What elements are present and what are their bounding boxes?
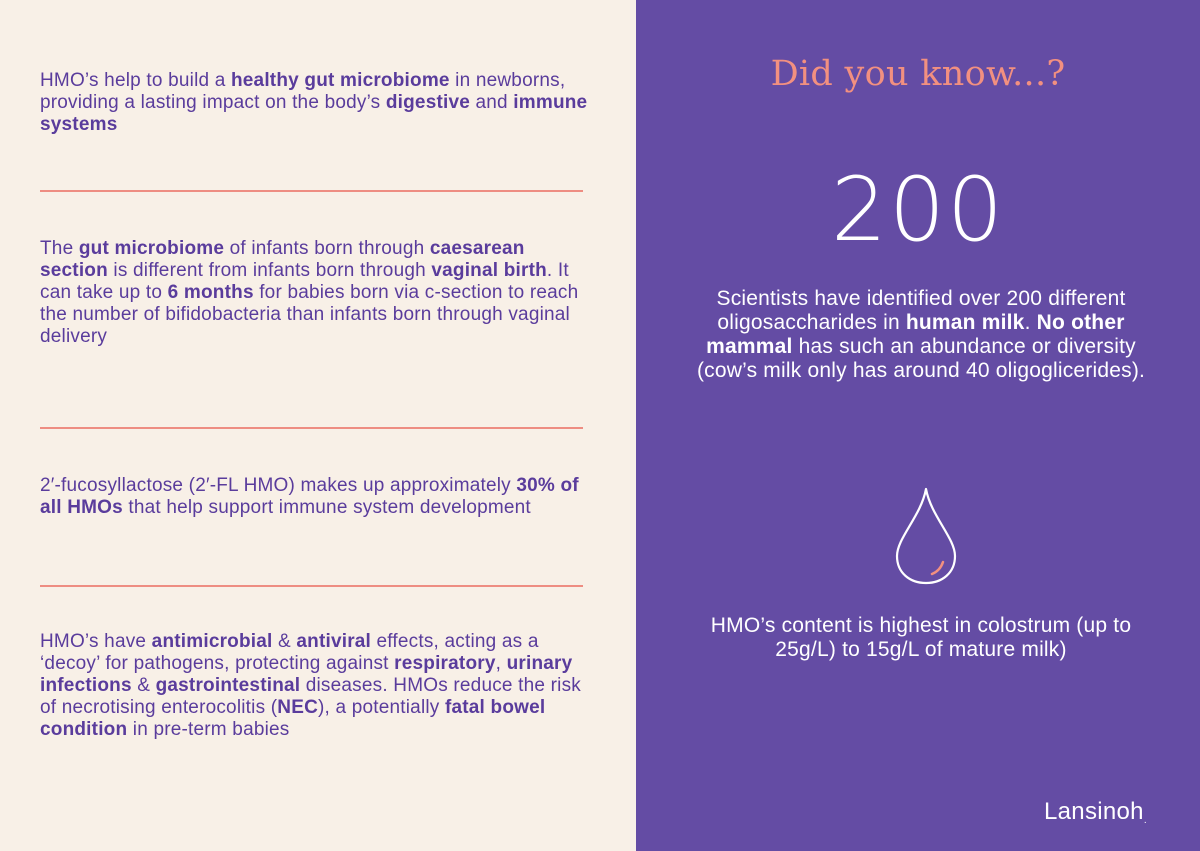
body-text: ), a potentially bbox=[318, 697, 445, 718]
body-text: . It can take up to bbox=[40, 260, 569, 303]
body-text: & bbox=[272, 631, 297, 652]
emphasis-text: caesarean section bbox=[40, 238, 525, 281]
divider bbox=[40, 190, 583, 192]
emphasis-text: immune systems bbox=[40, 92, 588, 135]
body-text: HMO’s have bbox=[40, 631, 152, 652]
emphasis-text: digestive bbox=[385, 92, 471, 113]
fact-2fl-hmo bbox=[40, 475, 588, 519]
body-text: for babies born via c-section to reach the number of bifidobacteria than infants born through vaginal delivery bbox=[40, 282, 579, 347]
divider bbox=[40, 427, 583, 429]
emphasis-text: urinary infections bbox=[40, 653, 573, 696]
logo-mark: . bbox=[1143, 815, 1147, 826]
body-text: & bbox=[131, 675, 156, 696]
body-text: HMO’s help to build a bbox=[40, 70, 231, 91]
body-text: that help support immune system development bbox=[122, 497, 531, 518]
body-text: has such an abundance or diversity (cow’s milk only has around 40 oligoglicerides). bbox=[696, 335, 1146, 382]
body-text: . bbox=[1024, 311, 1037, 334]
emphasis-text: gut microbiome bbox=[78, 238, 225, 259]
lansinoh-logo bbox=[1044, 798, 1147, 826]
emphasis-text: No other mammal bbox=[706, 311, 1125, 358]
body-text: diseases. HMOs reduce the risk of necrotising enterocolitis ( bbox=[40, 675, 581, 718]
emphasis-text: gastrointestinal bbox=[155, 675, 301, 696]
body-text: Scientists have identified over 200 different oligosaccharides in bbox=[716, 287, 1126, 334]
body-text: , bbox=[495, 653, 507, 674]
body-text: The bbox=[40, 238, 79, 259]
fact-healthy-gut bbox=[40, 70, 588, 136]
emphasis-text: antimicrobial bbox=[151, 631, 273, 652]
emphasis-text: NEC bbox=[277, 697, 318, 718]
divider bbox=[40, 585, 583, 587]
body-text: in newborns, providing a lasting impact on the body’s bbox=[40, 70, 566, 113]
emphasis-text: antiviral bbox=[296, 631, 372, 652]
big-number: 200 bbox=[831, 158, 1005, 261]
emphasis-text: vaginal birth bbox=[431, 260, 547, 281]
emphasis-text: 30% of all HMOs bbox=[40, 475, 579, 518]
oligosaccharide-stat bbox=[686, 287, 1156, 383]
body-text: 2′-fucosyllactose (2′-FL HMO) makes up approximately bbox=[40, 475, 517, 496]
fact-antimicrobial bbox=[40, 631, 588, 741]
logo-text: Lansinoh bbox=[1044, 798, 1144, 825]
emphasis-text: fatal bowel condition bbox=[40, 697, 546, 740]
did-you-know-heading: Did you know...? bbox=[770, 54, 1066, 94]
body-text: and bbox=[470, 92, 514, 113]
body-text: effects, acting as a ‘decoy’ for pathogens, protecting against bbox=[40, 631, 539, 674]
body-text: of infants born through bbox=[224, 238, 430, 259]
body-text: in pre-term babies bbox=[127, 719, 290, 740]
fact-caesarean bbox=[40, 238, 588, 348]
colostrum-stat: HMO’s content is highest in colostrum (up to 25g/L) to 15g/L of mature milk) bbox=[710, 614, 1132, 661]
emphasis-text: healthy gut microbiome bbox=[230, 70, 450, 91]
did-you-know-panel bbox=[636, 0, 1200, 851]
milk-drop-icon bbox=[893, 486, 959, 586]
body-text: is different from infants born through bbox=[107, 260, 432, 281]
emphasis-text: respiratory bbox=[394, 653, 496, 674]
emphasis-text: human milk bbox=[905, 311, 1025, 334]
emphasis-text: 6 months bbox=[167, 282, 254, 303]
